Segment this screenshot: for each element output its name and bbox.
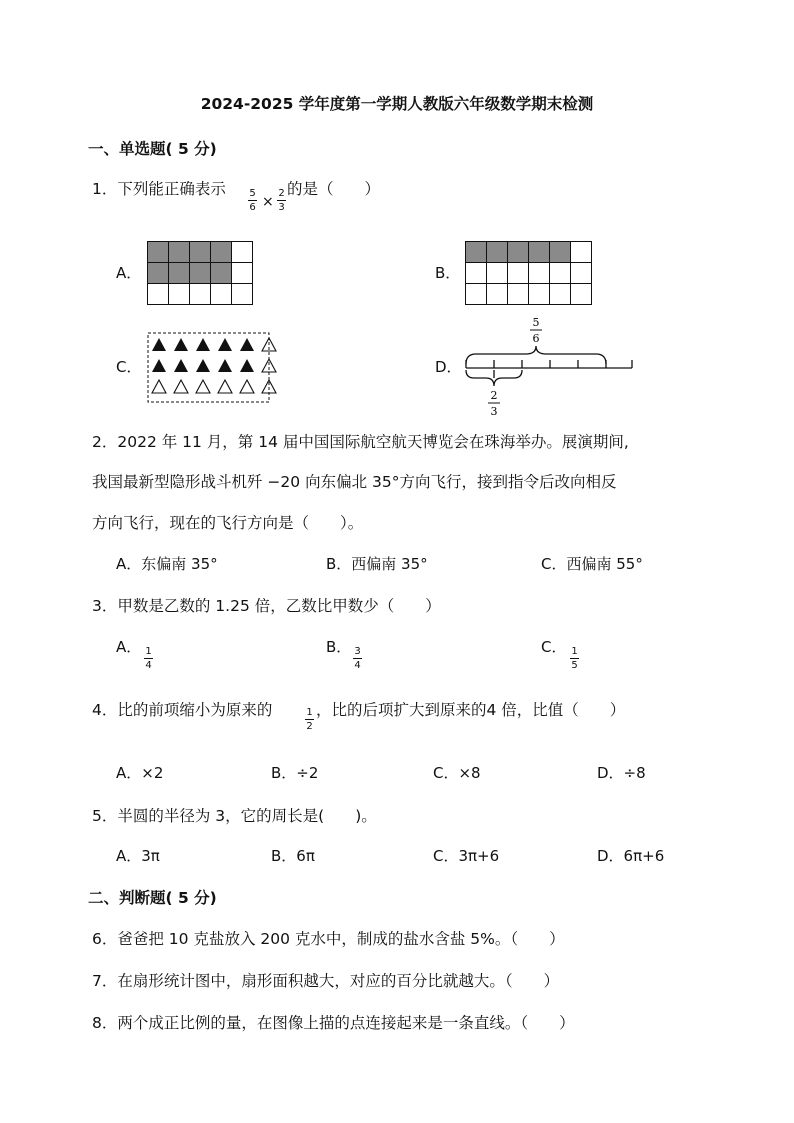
- lower-fraction-denominator: 3: [490, 405, 498, 418]
- grid-cell: [571, 284, 592, 305]
- grid-cell: [148, 284, 169, 305]
- filled-triangle: [152, 338, 166, 351]
- grid-cell: [466, 263, 487, 284]
- grid-cell-shaded: [466, 242, 487, 263]
- fraction-numerator: 1: [306, 707, 313, 718]
- grid-cell: [487, 263, 508, 284]
- grid-cell: [211, 284, 232, 305]
- filled-triangle: [196, 338, 210, 351]
- question-5-option-c: C．3π+6: [433, 847, 500, 865]
- grid-cell: [232, 284, 253, 305]
- outline-triangle: [262, 380, 276, 393]
- fraction-bar: [277, 200, 286, 201]
- grid-cell: [190, 284, 211, 305]
- filled-triangle: [152, 359, 166, 372]
- fraction-bar: [144, 658, 153, 659]
- question-7-stem: 7．在扇形统计图中，扇形面积越大，对应的百分比就越大。（ ）: [92, 972, 560, 990]
- fraction-numerator: 1: [571, 646, 578, 657]
- outline-triangle: [196, 380, 210, 393]
- question-3-option-b-fraction: [353, 646, 362, 671]
- fraction-denominator: 2: [306, 721, 313, 732]
- grid-cell-shaded: [169, 242, 190, 263]
- grid-cell: [550, 284, 571, 305]
- fraction-bar: [248, 200, 257, 201]
- question-2-line-1: 2．2022 年 11 月，第 14 届中国国际航空航天博览会在珠海举办。展演期间,: [92, 433, 629, 451]
- grid-cell: [529, 284, 550, 305]
- question-5-stem: 5．半圆的半径为 3，它的周长是( )。: [92, 807, 377, 825]
- option-d-label: D．: [435, 358, 462, 376]
- grid-cell: [169, 284, 190, 305]
- question-5-option-b: B．6π: [271, 847, 315, 865]
- grid-cell-shaded: [190, 242, 211, 263]
- grid-cell-shaded: [148, 263, 169, 284]
- fraction-numerator: 1: [145, 646, 152, 657]
- grid-cell: [508, 263, 529, 284]
- upper-fraction-numerator: 5: [532, 316, 540, 329]
- question-1-stem: 1．下列能正确表示: [92, 180, 226, 198]
- section-heading-true-false: 二、判断题( 5 分): [88, 889, 217, 907]
- grid-cell-shaded: [508, 242, 529, 263]
- grid-cell-shaded: [169, 263, 190, 284]
- option-b-label: B．: [435, 264, 461, 282]
- fraction-bar: [353, 658, 362, 659]
- option-b-grid-figure: [465, 241, 591, 305]
- outline-triangle: [240, 380, 254, 393]
- question-3-stem: 3．甲数是乙数的 1.25 倍，乙数比甲数少（ ）: [92, 597, 441, 615]
- number-line-ticks: [466, 360, 632, 368]
- question-4-option-c: C．×8: [433, 764, 481, 782]
- grid-cell: [508, 284, 529, 305]
- question-3-option-c-label: C．: [541, 638, 567, 656]
- grid-cell: [529, 263, 550, 284]
- outline-triangle: [152, 380, 166, 393]
- question-4-option-a: A．×2: [116, 764, 164, 782]
- grid-cell-shaded: [211, 263, 232, 284]
- option-d-number-line-figure: [460, 314, 640, 420]
- fraction-bar: [570, 658, 579, 659]
- question-1-tail: 的是（ ）: [287, 180, 381, 198]
- grid-cell: [232, 263, 253, 284]
- filled-triangle: [240, 359, 254, 372]
- question-5-option-d: D．6π+6: [597, 847, 665, 865]
- grid-cell: [571, 242, 592, 263]
- filled-triangle: [218, 338, 232, 351]
- question-4-fraction: [305, 707, 314, 732]
- grid-cell-shaded: [529, 242, 550, 263]
- question-3-option-b-label: B．: [326, 638, 352, 656]
- document-title: 2024-2025 学年度第一学期人教版六年级数学期末检测: [200, 95, 594, 113]
- fraction-denominator: 4: [145, 660, 152, 671]
- question-4-stem-end: ，比的后项扩大到原来的4 倍，比值（ ）: [316, 701, 626, 719]
- outline-triangle: [174, 380, 188, 393]
- question-3-option-a-fraction: [144, 646, 153, 671]
- upper-brace: [466, 346, 606, 364]
- fraction-bar: [305, 719, 314, 720]
- question-2-line-2: 我国最新型隐形战斗机歼 −20 向东偏北 35°方向飞行，接到指令后改向相反: [92, 473, 617, 491]
- question-3-option-c-fraction: [570, 646, 579, 671]
- question-8-stem: 8．两个成正比例的量，在图像上描的点连接起来是一条直线。（ ）: [92, 1014, 575, 1032]
- question-5-option-a: A．3π: [116, 847, 160, 865]
- expr-fraction-a: [248, 188, 257, 213]
- question-4-option-b: B．÷2: [271, 764, 319, 782]
- option-c-triangle-figure: [147, 332, 297, 404]
- expr-operator: ×: [262, 194, 274, 210]
- question-4-option-d: D．÷8: [597, 764, 646, 782]
- fraction-denominator: 5: [571, 660, 578, 671]
- outline-triangle: [262, 359, 276, 372]
- expr-a-numerator: 5: [249, 188, 256, 199]
- question-2-option-c: C．西偏南 55°: [541, 555, 643, 573]
- expr-a-denominator: 6: [249, 202, 256, 213]
- filled-triangle: [218, 359, 232, 372]
- filled-triangle: [196, 359, 210, 372]
- fraction-denominator: 4: [354, 660, 361, 671]
- expr-fraction-b: [277, 188, 286, 213]
- question-2-line-3: 方向飞行，现在的飞行方向是（ ）。: [92, 514, 364, 532]
- expr-b-numerator: 2: [278, 188, 285, 199]
- outline-triangle: [218, 380, 232, 393]
- grid-cell-shaded: [550, 242, 571, 263]
- filled-triangle: [240, 338, 254, 351]
- grid-cell: [550, 263, 571, 284]
- grid-cell-shaded: [211, 242, 232, 263]
- grid-cell-shaded: [148, 242, 169, 263]
- grid-cell: [571, 263, 592, 284]
- grid-cell: [232, 242, 253, 263]
- filled-triangle: [174, 359, 188, 372]
- question-6-stem: 6．爸爸把 10 克盐放入 200 克水中，制成的盐水含盐 5%。（ ）: [92, 930, 565, 948]
- grid-cell: [466, 284, 487, 305]
- expr-b-denominator: 3: [278, 202, 285, 213]
- grid-cell: [487, 284, 508, 305]
- section-heading-single-choice: 一、单选题( 5 分): [88, 140, 217, 158]
- question-2-option-a: A．东偏南 35°: [116, 555, 218, 573]
- option-a-grid-figure: [147, 241, 255, 305]
- option-c-label: C．: [116, 358, 142, 376]
- grid-cell-shaded: [190, 263, 211, 284]
- lower-fraction-numerator: 2: [490, 389, 498, 402]
- question-3-option-a-label: A．: [116, 638, 142, 656]
- upper-fraction-denominator: 6: [532, 332, 540, 345]
- option-a-label: A．: [116, 264, 142, 282]
- fraction-numerator: 3: [354, 646, 361, 657]
- grid-cell-shaded: [487, 242, 508, 263]
- question-2-option-b: B．西偏南 35°: [326, 555, 428, 573]
- filled-triangle: [174, 338, 188, 351]
- question-4-stem-start: 4．比的前项缩小为原来的: [92, 701, 273, 719]
